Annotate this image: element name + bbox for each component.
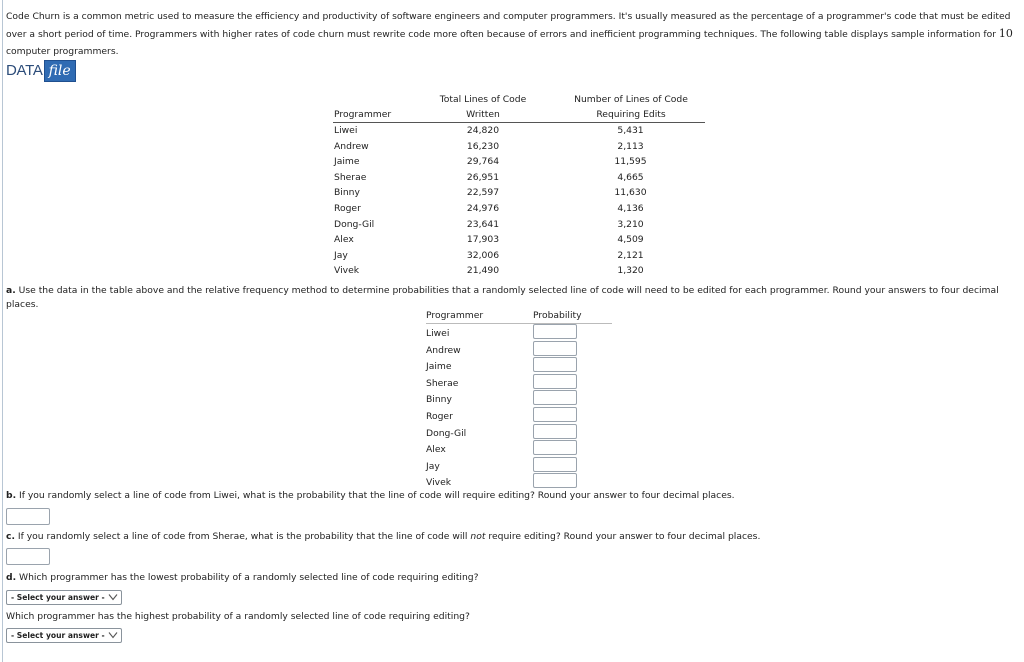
answer-row xyxy=(426,374,612,391)
probability-input[interactable] xyxy=(533,390,577,405)
table-row xyxy=(333,185,705,201)
select-placeholder: - Select your answer - xyxy=(11,631,105,640)
header-edits-line2: Requiring Edits xyxy=(596,109,666,120)
total-lines-written: 26,951 xyxy=(466,171,500,183)
answer-row xyxy=(426,357,612,374)
table-row xyxy=(333,123,705,139)
lines-requiring-edits: 3,210 xyxy=(617,218,644,230)
total-lines-written: 21,490 xyxy=(466,265,500,277)
probability-input[interactable] xyxy=(533,424,577,439)
part-c-label: c. xyxy=(6,531,15,542)
answer-row xyxy=(426,473,612,490)
answer-programmer-name: Sherae xyxy=(426,377,459,389)
total-lines-written: 24,976 xyxy=(466,202,500,214)
answer-row xyxy=(426,424,612,441)
highest-probability-select[interactable] xyxy=(6,628,122,643)
programmer-name: Roger xyxy=(334,202,361,214)
answer-programmer-name: Andrew xyxy=(426,344,461,356)
table-row xyxy=(333,154,705,170)
answer-row xyxy=(426,324,612,341)
table-row xyxy=(333,217,705,233)
part-b-answer-input[interactable] xyxy=(6,508,50,525)
lines-requiring-edits: 2,113 xyxy=(617,140,644,152)
part-d-label: d. xyxy=(6,572,17,583)
lines-requiring-edits: 11,630 xyxy=(614,187,647,199)
programmer-count: 10 xyxy=(998,27,1013,40)
lines-requiring-edits: 5,431 xyxy=(617,125,644,136)
intro-paragraph xyxy=(6,8,1018,60)
programmer-name: Alex xyxy=(334,234,354,246)
programmer-name: Binny xyxy=(334,187,360,199)
answer-programmer-name: Jaime xyxy=(426,361,452,373)
answer-row xyxy=(426,390,612,407)
part-d-text-2: Which programmer has the highest probability of a randomly selected line of code requiring editing? xyxy=(6,611,470,622)
lines-requiring-edits: 2,121 xyxy=(617,249,644,261)
lowest-probability-select[interactable] xyxy=(6,590,122,605)
part-d-question-2 xyxy=(6,610,470,624)
chevron-down-icon xyxy=(108,593,118,601)
answer-row xyxy=(426,407,612,424)
lines-requiring-edits: 4,136 xyxy=(617,202,644,214)
table-body xyxy=(333,123,705,279)
table-row xyxy=(333,232,705,248)
table-row xyxy=(333,263,705,279)
probability-input[interactable] xyxy=(533,457,577,472)
programmer-name: Dong-Gil xyxy=(334,218,375,230)
part-b-text: If you randomly select a line of code from Liwei, what is the probability that the line of code will require editing? Round your answer to four decimal places. xyxy=(19,490,735,501)
answer-programmer-name: Jay xyxy=(426,460,440,472)
total-lines-written: 16,230 xyxy=(466,140,500,152)
probability-input[interactable] xyxy=(533,440,577,455)
total-lines-written: 23,641 xyxy=(466,218,500,230)
probability-input[interactable] xyxy=(533,341,577,356)
answer-programmer-name: Vivek xyxy=(426,477,452,489)
part-c-answer-input[interactable] xyxy=(6,548,50,565)
lines-requiring-edits: 4,665 xyxy=(617,171,644,183)
part-c-text: If you randomly select a line of code from Sherae, what is the probability that the line of code will xyxy=(17,531,471,542)
answer-programmer-name: Binny xyxy=(426,394,452,406)
part-a-question xyxy=(6,284,1018,312)
table-row xyxy=(333,170,705,186)
probability-input[interactable] xyxy=(533,473,577,488)
intro-text: Code Churn is a common metric used to measure the efficiency and productivity of software engineers and computer programmers. It's usually measured as the percentage of a programmer's code that must be edited over a short period of time. Programmers with higher rates of code churn must rewrite code more often because of errors and inefficient programming techniques. The following table displays sample information for xyxy=(6,11,1011,40)
part-d-question xyxy=(6,571,479,585)
lines-requiring-edits: 11,595 xyxy=(614,156,647,168)
programmer-name: Liwei xyxy=(334,125,358,136)
data-label: DATA xyxy=(6,62,43,79)
select-placeholder: - Select your answer - xyxy=(11,593,105,602)
probability-input[interactable] xyxy=(533,407,577,422)
probability-answer-table xyxy=(426,309,612,490)
answer-table-header xyxy=(426,309,612,324)
lines-requiring-edits: 4,509 xyxy=(617,234,644,246)
programmer-name: Jay xyxy=(334,249,348,261)
table-row xyxy=(333,139,705,155)
answer-row xyxy=(426,341,612,358)
part-b-question xyxy=(6,489,735,503)
table-row xyxy=(333,248,705,264)
table-row xyxy=(333,201,705,217)
header-written-line2: Written xyxy=(466,109,500,120)
programmer-name: Sherae xyxy=(334,171,367,183)
data-file-link[interactable] xyxy=(6,60,76,82)
lines-requiring-edits: 1,320 xyxy=(617,265,644,277)
probability-input[interactable] xyxy=(533,374,577,389)
total-lines-written: 17,903 xyxy=(466,234,500,246)
file-label: file xyxy=(44,60,76,82)
part-a-label: a. xyxy=(6,285,16,296)
programmer-name: Andrew xyxy=(334,140,369,152)
answer-programmer-name: Roger xyxy=(426,410,453,422)
answer-row xyxy=(426,440,612,457)
total-lines-written: 22,597 xyxy=(466,187,500,199)
intro-text-end: computer programmers. xyxy=(6,46,119,57)
header-edits-line1: Number of Lines of Code xyxy=(574,94,688,105)
answer-programmer-name: Dong-Gil xyxy=(426,427,467,439)
header-written-line1: Total Lines of Code xyxy=(439,94,527,105)
total-lines-written: 29,764 xyxy=(466,156,500,168)
part-b-label: b. xyxy=(6,490,17,501)
probability-input[interactable] xyxy=(533,357,577,372)
total-lines-written: 32,006 xyxy=(466,249,500,261)
answer-row xyxy=(426,457,612,474)
total-lines-written: 24,820 xyxy=(466,125,500,136)
answer-header-probability: Probability xyxy=(533,310,582,321)
code-churn-table xyxy=(333,92,705,279)
part-c-emphasis: not xyxy=(470,531,486,542)
table-header xyxy=(333,92,705,123)
answer-table-body xyxy=(426,324,612,490)
answer-programmer-name: Liwei xyxy=(426,328,450,339)
answer-header-programmer: Programmer xyxy=(426,310,484,321)
programmer-name: Vivek xyxy=(334,265,360,277)
probability-input[interactable] xyxy=(533,324,577,339)
part-c-text-end: require editing? Round your answer to four decimal places. xyxy=(485,531,761,542)
part-d-text: Which programmer has the lowest probability of a randomly selected line of code requiring editing? xyxy=(19,572,479,583)
chevron-down-icon xyxy=(108,631,118,639)
answer-programmer-name: Alex xyxy=(426,444,446,456)
programmer-name: Jaime xyxy=(334,156,360,168)
part-c-question xyxy=(6,530,760,544)
header-programmer: Programmer xyxy=(334,109,392,120)
part-a-text: Use the data in the table above and the relative frequency method to determine probabilities that a randomly selected line of code will need to be edited for each programmer. Round your answers to four decimal places. xyxy=(6,285,999,310)
